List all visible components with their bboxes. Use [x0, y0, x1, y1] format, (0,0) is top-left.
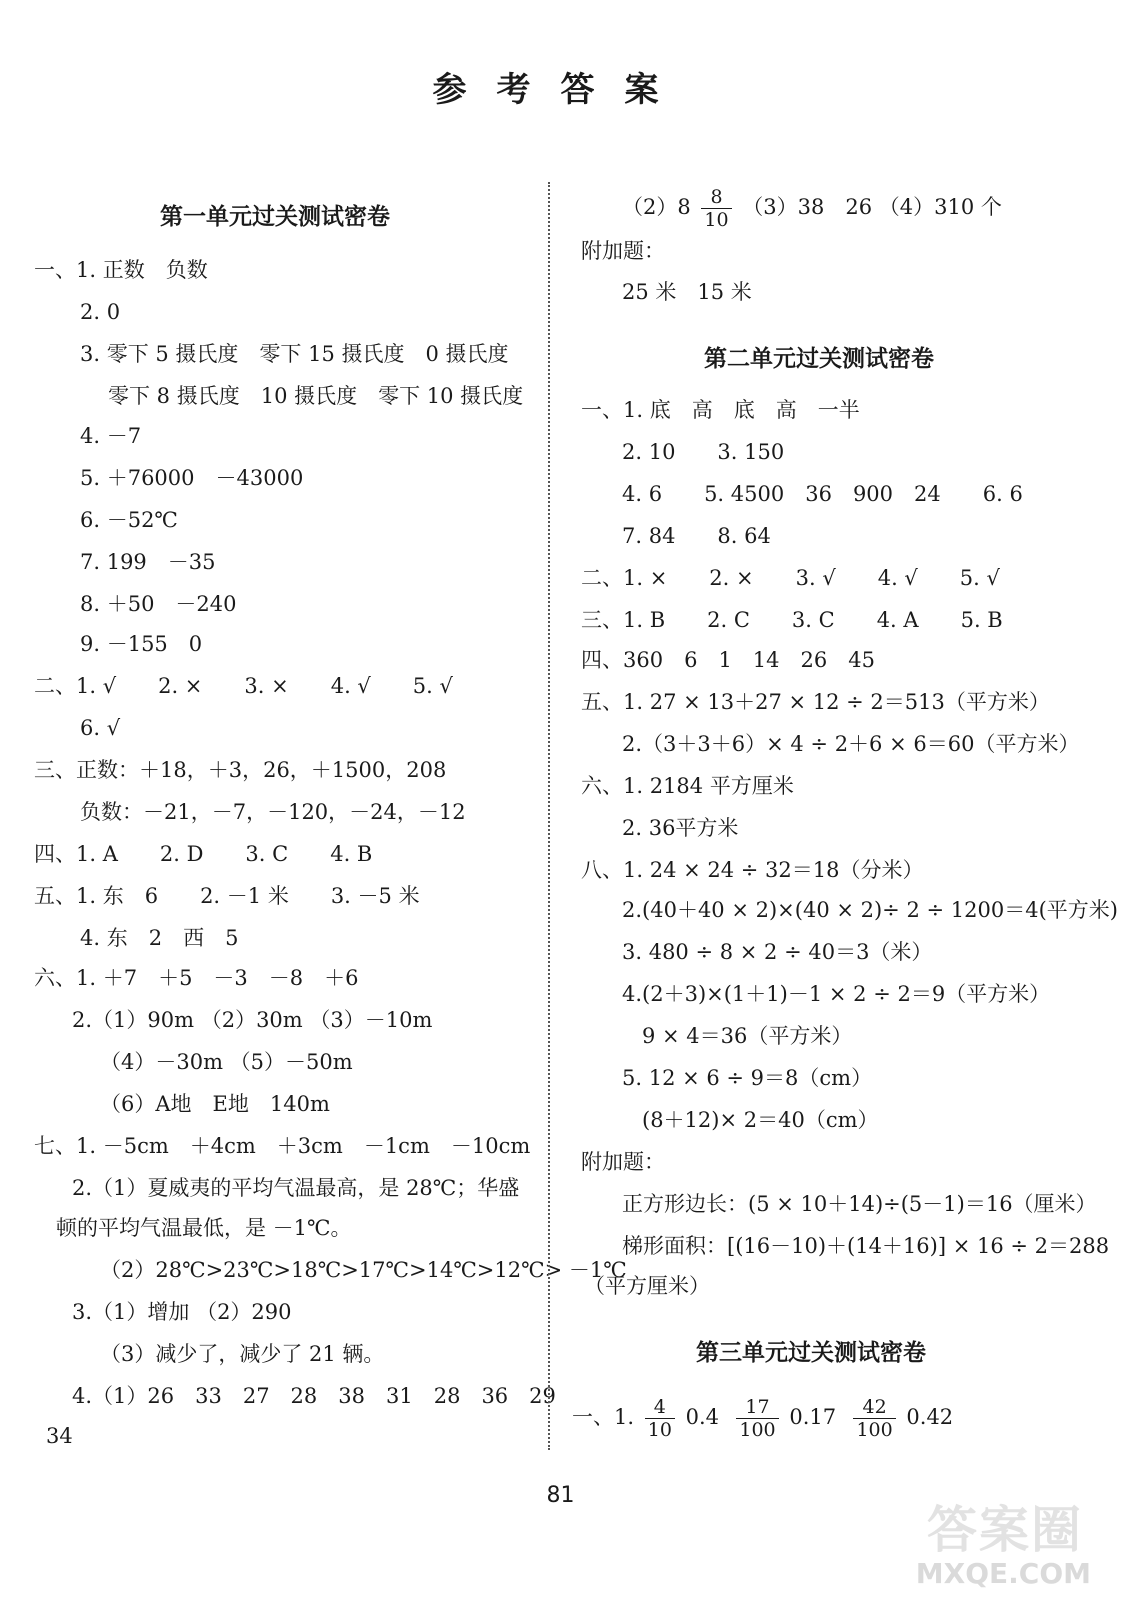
answer-line: 2. 0 [80, 300, 121, 324]
answer-line: 7. 199 －35 [80, 550, 216, 574]
answer-line: 4. 6 5. 4500 36 900 24 6. 6 [622, 482, 1023, 506]
watermark-url: MXQE.COM [915, 1557, 1091, 1590]
answer-text: （2）8 [622, 195, 691, 219]
answer-line: 七、1. －5cm ＋4cm ＋3cm －1cm －10cm [34, 1134, 531, 1158]
answer-line: 五、1. 东 6 2. －1 米 3. －5 米 [34, 884, 420, 908]
answer-text: （3）38 26 （4）310 个 [742, 195, 1002, 219]
unit3-first-line [572, 1396, 953, 1441]
answer-line: 三、正数：＋18，＋3，26，＋1500，208 [34, 758, 447, 782]
answer-line: 3.（1）增加 （2）290 [72, 1300, 292, 1324]
answer-line: 五、1. 27 × 13＋27 × 12 ÷ 2＝513（平方米） [581, 690, 1050, 714]
answer-line: 2.（1）90m （2）30m （3）－10m [72, 1008, 433, 1032]
answer-line: 8. ＋50 －240 [80, 592, 237, 616]
answer-line: （6）A地 E地 140m [100, 1092, 330, 1116]
answer-line: (8＋12)× 2＝40（cm） [642, 1108, 879, 1132]
answer-line: 一、1. 正数 负数 [34, 258, 208, 282]
answer-line: 零下 8 摄氏度 10 摄氏度 零下 10 摄氏度 [108, 384, 524, 408]
answer-line: 负数：－21，－7，－120，－24，－12 [80, 800, 466, 824]
answer-line: 5. ＋76000 －43000 [80, 466, 304, 490]
answer-line: 34 [46, 1424, 73, 1448]
answer-line: （3）减少了，减少了 21 辆。 [100, 1342, 385, 1366]
fraction-numerator: 8 [701, 186, 731, 209]
answer-line: 正方形边长：(5 × 10＋14)÷(5－1)＝16（厘米） [622, 1192, 1097, 1216]
answer-text: 0.17 [789, 1405, 837, 1429]
column-divider [548, 182, 550, 1450]
extra-question-answer: 25 米 15 米 [622, 280, 752, 304]
answer-line: 4. 东 2 西 5 [80, 926, 239, 950]
answer-line: （平方厘米） [584, 1274, 710, 1298]
answer-line: 9 × 4＝36（平方米） [642, 1024, 853, 1048]
answer-line: 四、1. A 2. D 3. C 4. B [34, 842, 373, 866]
answer-line: 4. －7 [80, 424, 142, 448]
answer-line: （4）－30m （5）－50m [100, 1050, 353, 1074]
fraction [645, 1396, 675, 1441]
answer-line: 4.(2＋3)×(1＋1)－1 × 2 ÷ 2＝9（平方米） [622, 982, 1051, 1006]
answer-line: 5. 12 × 6 ÷ 9＝8（cm） [622, 1066, 873, 1090]
answer-text: 0.42 [906, 1405, 954, 1429]
answer-line: （2）28℃>23℃>18℃>17℃>14℃>12℃> －1℃ [100, 1258, 627, 1282]
unit1-heading: 第一单元过关测试密卷 [160, 204, 390, 230]
answer-text: 一、1. [572, 1405, 635, 1429]
fraction [853, 1396, 895, 1441]
answer-line: 2. 36平方米 [622, 816, 739, 840]
fraction-denominator: 100 [739, 1419, 776, 1441]
page-number: 81 [546, 1483, 575, 1508]
answer-line: 7. 84 8. 64 [622, 524, 771, 548]
answer-line: 2. 10 3. 150 [622, 440, 785, 464]
watermark-logo: 答案圈 [927, 1501, 1083, 1559]
answer-line: 2.(40＋40 × 2)×(40 × 2)÷ 2 ÷ 1200＝4(平方米) [622, 898, 1118, 922]
answer-line: 6. －52℃ [80, 508, 178, 532]
answer-line: 4.（1）26 33 27 28 38 31 28 36 29 [72, 1384, 556, 1408]
answer-line: 2.（1）夏威夷的平均气温最高，是 28℃；华盛 [72, 1176, 520, 1200]
answer-line: 四、360 6 1 14 26 45 [581, 648, 875, 672]
answer-line: 6. √ [80, 716, 121, 740]
answer-line: 八、1. 24 × 24 ÷ 32＝18（分米） [581, 858, 924, 882]
fraction-numerator: 42 [853, 1396, 895, 1419]
answer-line: 3. 480 ÷ 8 × 2 ÷ 40＝3（米） [622, 940, 933, 964]
answer-line: 9. －155 0 [80, 632, 203, 656]
answer-line: 一、1. 底 高 底 高 一半 [581, 398, 860, 422]
watermark [915, 1490, 1091, 1590]
unit1-continued-line [622, 186, 1002, 231]
unit2-heading: 第二单元过关测试密卷 [704, 346, 934, 372]
answer-line: 3. 零下 5 摄氏度 零下 15 摄氏度 0 摄氏度 [80, 342, 509, 366]
fraction-numerator: 4 [645, 1396, 675, 1419]
fraction-denominator: 10 [647, 1419, 672, 1441]
fraction-denominator: 100 [856, 1419, 893, 1441]
fraction [736, 1396, 778, 1441]
fraction [701, 186, 731, 231]
answer-line: 2.（3＋3＋6）× 4 ÷ 2＋6 × 6＝60（平方米） [622, 732, 1080, 756]
answer-line: 附加题： [581, 1150, 665, 1174]
page-title: 参考答案 [432, 70, 689, 110]
fraction-denominator: 10 [704, 209, 729, 231]
answer-line: 梯形面积：[(16－10)＋(14＋16)] × 16 ÷ 2＝288 [622, 1234, 1110, 1258]
answer-line: 二、1. √ 2. × 3. × 4. √ 5. √ [34, 674, 453, 698]
answer-line: 六、1. 2184 平方厘米 [581, 774, 794, 798]
answer-text: 0.4 [685, 1405, 720, 1429]
answer-line: 六、1. ＋7 ＋5 －3 －8 ＋6 [34, 966, 359, 990]
extra-question-label: 附加题： [581, 239, 665, 263]
fraction-numerator: 17 [736, 1396, 778, 1419]
unit3-heading: 第三单元过关测试密卷 [696, 1340, 926, 1366]
answer-line: 顿的平均气温最低，是 －1℃。 [56, 1216, 352, 1240]
answer-line: 三、1. B 2. C 3. C 4. A 5. B [581, 608, 1003, 632]
answer-line: 二、1. × 2. × 3. √ 4. √ 5. √ [581, 566, 1000, 590]
